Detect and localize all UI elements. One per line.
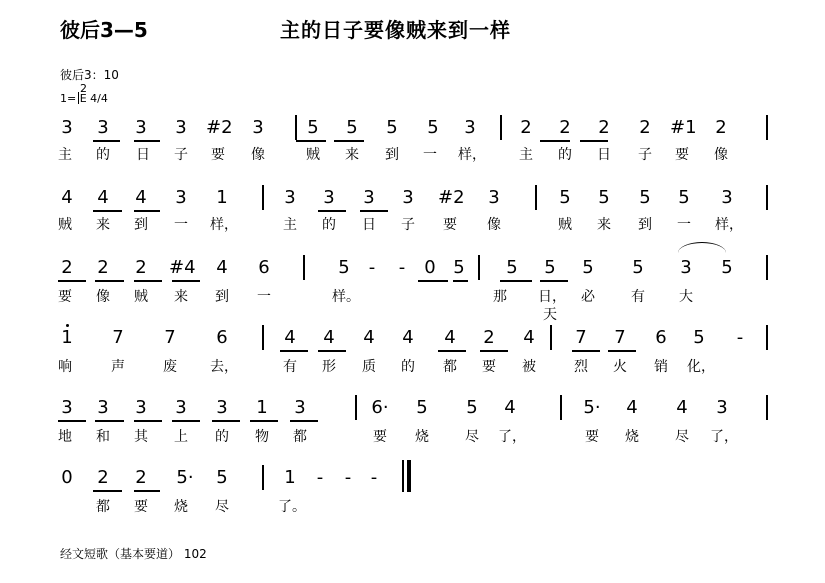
lyric-syllable: 一 bbox=[257, 289, 271, 305]
lyric-syllable: 日 bbox=[362, 217, 376, 233]
note: 1 bbox=[284, 467, 296, 488]
lyric-syllable: 去， bbox=[210, 359, 238, 375]
beam-underline bbox=[93, 210, 122, 212]
note: 3 bbox=[488, 187, 500, 208]
note: 5 bbox=[307, 117, 319, 138]
note: 4 bbox=[216, 257, 228, 278]
lyric-syllable: 大 bbox=[679, 289, 693, 305]
note: 3 bbox=[284, 187, 296, 208]
page-footer: 经文短歌（基本要道） 102 bbox=[60, 547, 207, 561]
lyric-syllable: 到 bbox=[215, 289, 229, 305]
lyric-syllable: 的 bbox=[558, 147, 572, 163]
lyric-syllable: 声 bbox=[111, 359, 125, 375]
note: 5 bbox=[338, 257, 350, 278]
note: 2 bbox=[520, 117, 532, 138]
beam-underline bbox=[58, 420, 86, 422]
lyric-syllable: 废 bbox=[163, 359, 177, 375]
lyric-syllable: 火 bbox=[613, 359, 627, 375]
beam-underline bbox=[134, 210, 160, 212]
lyric-syllable: 有 bbox=[283, 359, 297, 375]
note: 3 bbox=[135, 397, 147, 418]
beam-underline bbox=[500, 280, 532, 282]
note: 1 bbox=[61, 327, 73, 348]
note: 3 bbox=[61, 397, 73, 418]
note: 6 bbox=[655, 327, 667, 348]
lyric-syllable: 日，天 bbox=[538, 289, 566, 323]
note: 5 bbox=[721, 257, 733, 278]
note: 7 bbox=[614, 327, 626, 348]
note: 3 bbox=[252, 117, 264, 138]
barline bbox=[766, 395, 768, 420]
lyric-syllable: 主 bbox=[58, 147, 72, 163]
beam-underline bbox=[290, 420, 318, 422]
note: 7 bbox=[164, 327, 176, 348]
lyric-syllable: 贼 bbox=[58, 217, 72, 233]
note: 4 bbox=[626, 397, 638, 418]
beam-underline bbox=[172, 420, 200, 422]
beam-underline bbox=[250, 420, 278, 422]
lyric-syllable: 来 bbox=[345, 147, 359, 163]
key-signature: 1= E 4/4 bbox=[60, 92, 108, 105]
lyric-syllable: 样， bbox=[458, 147, 486, 163]
barline bbox=[766, 255, 768, 280]
note: 5 bbox=[678, 187, 690, 208]
scripture-reference: 彼后3：10 bbox=[60, 68, 119, 82]
note: 6· bbox=[371, 397, 389, 418]
lyric-syllable: 贼 bbox=[306, 147, 320, 163]
beam-underline bbox=[334, 140, 364, 142]
note: 5 bbox=[386, 117, 398, 138]
note: #4 bbox=[169, 257, 196, 278]
barline bbox=[500, 115, 502, 140]
lyric-syllable: 了。 bbox=[278, 499, 306, 515]
barline bbox=[295, 115, 297, 140]
lyric-syllable: 物 bbox=[255, 429, 269, 445]
note: 0 bbox=[424, 257, 436, 278]
lyric-syllable: 尽 bbox=[675, 429, 689, 445]
note: - bbox=[368, 257, 376, 278]
lyric-syllable: 贼 bbox=[134, 289, 148, 305]
barline bbox=[766, 115, 768, 140]
note: - bbox=[344, 467, 352, 488]
note: - bbox=[736, 327, 744, 348]
note: 3 bbox=[680, 257, 692, 278]
note: 3 bbox=[721, 187, 733, 208]
lyric-syllable: 的 bbox=[322, 217, 336, 233]
note: #2 bbox=[438, 187, 465, 208]
note: 2 bbox=[61, 257, 73, 278]
barline bbox=[262, 325, 264, 350]
note: 2 bbox=[483, 327, 495, 348]
note: 5 bbox=[346, 117, 358, 138]
note: 3 bbox=[175, 397, 187, 418]
note: 3 bbox=[363, 187, 375, 208]
lyric-syllable: 到 bbox=[638, 217, 652, 233]
octave-dot bbox=[66, 324, 69, 327]
note: 2 bbox=[135, 257, 147, 278]
lyric-syllable: 了， bbox=[498, 429, 526, 445]
note: 4 bbox=[363, 327, 375, 348]
lyric-syllable: 像 bbox=[96, 289, 110, 305]
note: 3 bbox=[216, 397, 228, 418]
lyric-syllable: 来 bbox=[96, 217, 110, 233]
lyric-syllable: 有 bbox=[631, 289, 645, 305]
note: 3 bbox=[464, 117, 476, 138]
beam-underline bbox=[480, 350, 508, 352]
beam-underline bbox=[608, 350, 636, 352]
beam-underline bbox=[95, 280, 124, 282]
note: 5 bbox=[693, 327, 705, 348]
lyric-syllable: 像 bbox=[251, 147, 265, 163]
beam-underline bbox=[95, 420, 124, 422]
lyric-syllable: 必 bbox=[581, 289, 595, 305]
lyric-syllable: 主 bbox=[283, 217, 297, 233]
lyric-syllable: 来 bbox=[174, 289, 188, 305]
lyric-syllable: 了， bbox=[710, 429, 738, 445]
note: 7 bbox=[575, 327, 587, 348]
barline bbox=[262, 185, 264, 210]
final-barline-thin bbox=[402, 460, 404, 492]
beam-underline bbox=[134, 280, 162, 282]
barline bbox=[550, 325, 552, 350]
barline bbox=[303, 255, 305, 280]
lyric-syllable: 形 bbox=[322, 359, 336, 375]
lyric-syllable: 化， bbox=[687, 359, 715, 375]
beam-underline bbox=[134, 420, 162, 422]
lyric-syllable: 地 bbox=[58, 429, 72, 445]
final-barline-thick bbox=[407, 460, 411, 492]
lyric-syllable: 质 bbox=[362, 359, 376, 375]
lyric-syllable: 烧 bbox=[415, 429, 429, 445]
beam-underline bbox=[134, 490, 160, 492]
lyric-syllable: 要 bbox=[373, 429, 387, 445]
note: 4 bbox=[402, 327, 414, 348]
lyric-syllable: 要 bbox=[585, 429, 599, 445]
lyric-syllable: 尽 bbox=[465, 429, 479, 445]
note: 3 bbox=[294, 397, 306, 418]
lyric-syllable: 要 bbox=[58, 289, 72, 305]
note: 5· bbox=[176, 467, 194, 488]
lyric-syllable: 到 bbox=[385, 147, 399, 163]
note: 2 bbox=[598, 117, 610, 138]
beam-underline bbox=[93, 490, 122, 492]
note: 5· bbox=[583, 397, 601, 418]
note: #2 bbox=[206, 117, 233, 138]
note: 3 bbox=[716, 397, 728, 418]
note: 2 bbox=[135, 467, 147, 488]
note: 3 bbox=[175, 187, 187, 208]
beam-underline bbox=[540, 140, 570, 142]
barline bbox=[766, 325, 768, 350]
note: 1 bbox=[216, 187, 228, 208]
note: 1 bbox=[256, 397, 268, 418]
beam-underline bbox=[280, 350, 308, 352]
lyric-syllable: 一 bbox=[677, 217, 691, 233]
lyric-syllable: 烈 bbox=[574, 359, 588, 375]
lyric-syllable: 的 bbox=[401, 359, 415, 375]
note: 2 bbox=[97, 257, 109, 278]
note: 3 bbox=[175, 117, 187, 138]
beam-underline bbox=[93, 140, 120, 142]
beam-underline bbox=[360, 210, 388, 212]
lyric-syllable: 像 bbox=[487, 217, 501, 233]
note: 5 bbox=[453, 257, 465, 278]
note: 5 bbox=[506, 257, 518, 278]
lyric-syllable: 一 bbox=[174, 217, 188, 233]
tie-slur bbox=[678, 242, 726, 253]
lyric-syllable: 上 bbox=[174, 429, 188, 445]
note: 6 bbox=[216, 327, 228, 348]
lyric-syllable: 样， bbox=[210, 217, 238, 233]
note: 5 bbox=[466, 397, 478, 418]
note: 2 bbox=[639, 117, 651, 138]
lyric-syllable: 的 bbox=[215, 429, 229, 445]
beam-underline bbox=[418, 280, 448, 282]
note: 5 bbox=[427, 117, 439, 138]
lyric-syllable: 烧 bbox=[174, 499, 188, 515]
note: 3 bbox=[135, 117, 147, 138]
lyric-syllable: 尽 bbox=[215, 499, 229, 515]
beam-underline bbox=[540, 280, 568, 282]
lyric-syllable: 主 bbox=[519, 147, 533, 163]
note: 3 bbox=[61, 117, 73, 138]
note: 6 bbox=[258, 257, 270, 278]
lyric-syllable: 样， bbox=[715, 217, 743, 233]
note: 5 bbox=[544, 257, 556, 278]
lyric-syllable: 那 bbox=[493, 289, 507, 305]
note: 4 bbox=[444, 327, 456, 348]
note: #1 bbox=[670, 117, 697, 138]
note: 5 bbox=[559, 187, 571, 208]
note: 4 bbox=[523, 327, 535, 348]
note: - bbox=[316, 467, 324, 488]
lyric-syllable: 和 bbox=[96, 429, 110, 445]
barline bbox=[355, 395, 357, 420]
lyric-syllable: 要 bbox=[443, 217, 457, 233]
note: 5 bbox=[216, 467, 228, 488]
note: 4 bbox=[504, 397, 516, 418]
lyric-syllable: 被 bbox=[522, 359, 536, 375]
beam-underline bbox=[438, 350, 466, 352]
barline bbox=[766, 185, 768, 210]
note: 7 bbox=[112, 327, 124, 348]
beam-underline bbox=[58, 280, 86, 282]
note: - bbox=[398, 257, 406, 278]
note: 4 bbox=[323, 327, 335, 348]
beam-underline bbox=[296, 140, 326, 142]
note: 3 bbox=[97, 397, 109, 418]
lyric-syllable: 销 bbox=[654, 359, 668, 375]
note: 2 bbox=[97, 467, 109, 488]
header-reference: 彼后3—5 bbox=[60, 18, 148, 42]
lyric-syllable: 的 bbox=[96, 147, 110, 163]
note: 0 bbox=[61, 467, 73, 488]
barline bbox=[535, 185, 537, 210]
beam-underline bbox=[172, 280, 200, 282]
lyric-syllable: 像 bbox=[714, 147, 728, 163]
lyric-syllable: 子 bbox=[174, 147, 188, 163]
note: 5 bbox=[639, 187, 651, 208]
lyric-syllable: 要 bbox=[482, 359, 496, 375]
beam-underline bbox=[318, 350, 346, 352]
lyric-syllable: 子 bbox=[638, 147, 652, 163]
song-title: 主的日子要像贼来到一样 bbox=[280, 18, 511, 42]
beam-underline bbox=[212, 420, 240, 422]
note: 5 bbox=[598, 187, 610, 208]
lyric-syllable: 烧 bbox=[625, 429, 639, 445]
barline bbox=[478, 255, 480, 280]
lyric-syllable: 要 bbox=[134, 499, 148, 515]
note: - bbox=[370, 467, 378, 488]
note: 2 bbox=[715, 117, 727, 138]
beam-underline bbox=[318, 210, 346, 212]
note: 3 bbox=[97, 117, 109, 138]
note: 3 bbox=[323, 187, 335, 208]
note: 3 bbox=[402, 187, 414, 208]
note: 4 bbox=[284, 327, 296, 348]
note: 5 bbox=[632, 257, 644, 278]
barline bbox=[560, 395, 562, 420]
key-octave-mark: 2 bbox=[80, 82, 87, 95]
lyric-syllable: 来 bbox=[597, 217, 611, 233]
note: 4 bbox=[97, 187, 109, 208]
lyric-syllable: 要 bbox=[675, 147, 689, 163]
lyric-syllable: 要 bbox=[211, 147, 225, 163]
beam-underline bbox=[580, 140, 608, 142]
beam-underline bbox=[134, 140, 160, 142]
lyric-syllable: 响 bbox=[58, 359, 72, 375]
beam-underline bbox=[572, 350, 600, 352]
lyric-syllable: 日 bbox=[136, 147, 150, 163]
barline bbox=[262, 465, 264, 490]
lyric-syllable: 其 bbox=[134, 429, 148, 445]
note: 5 bbox=[582, 257, 594, 278]
note: 4 bbox=[61, 187, 73, 208]
lyric-syllable: 都 bbox=[96, 499, 110, 515]
lyric-syllable: 一 bbox=[423, 147, 437, 163]
note: 4 bbox=[135, 187, 147, 208]
lyric-syllable: 贼 bbox=[558, 217, 572, 233]
lyric-syllable: 子 bbox=[401, 217, 415, 233]
lyric-syllable: 日 bbox=[597, 147, 611, 163]
note: 4 bbox=[676, 397, 688, 418]
note: 2 bbox=[559, 117, 571, 138]
lyric-syllable: 都 bbox=[293, 429, 307, 445]
note: 5 bbox=[416, 397, 428, 418]
lyric-syllable: 样。 bbox=[332, 289, 360, 305]
lyric-syllable: 到 bbox=[134, 217, 148, 233]
beam-underline bbox=[453, 280, 468, 282]
lyric-syllable: 都 bbox=[443, 359, 457, 375]
